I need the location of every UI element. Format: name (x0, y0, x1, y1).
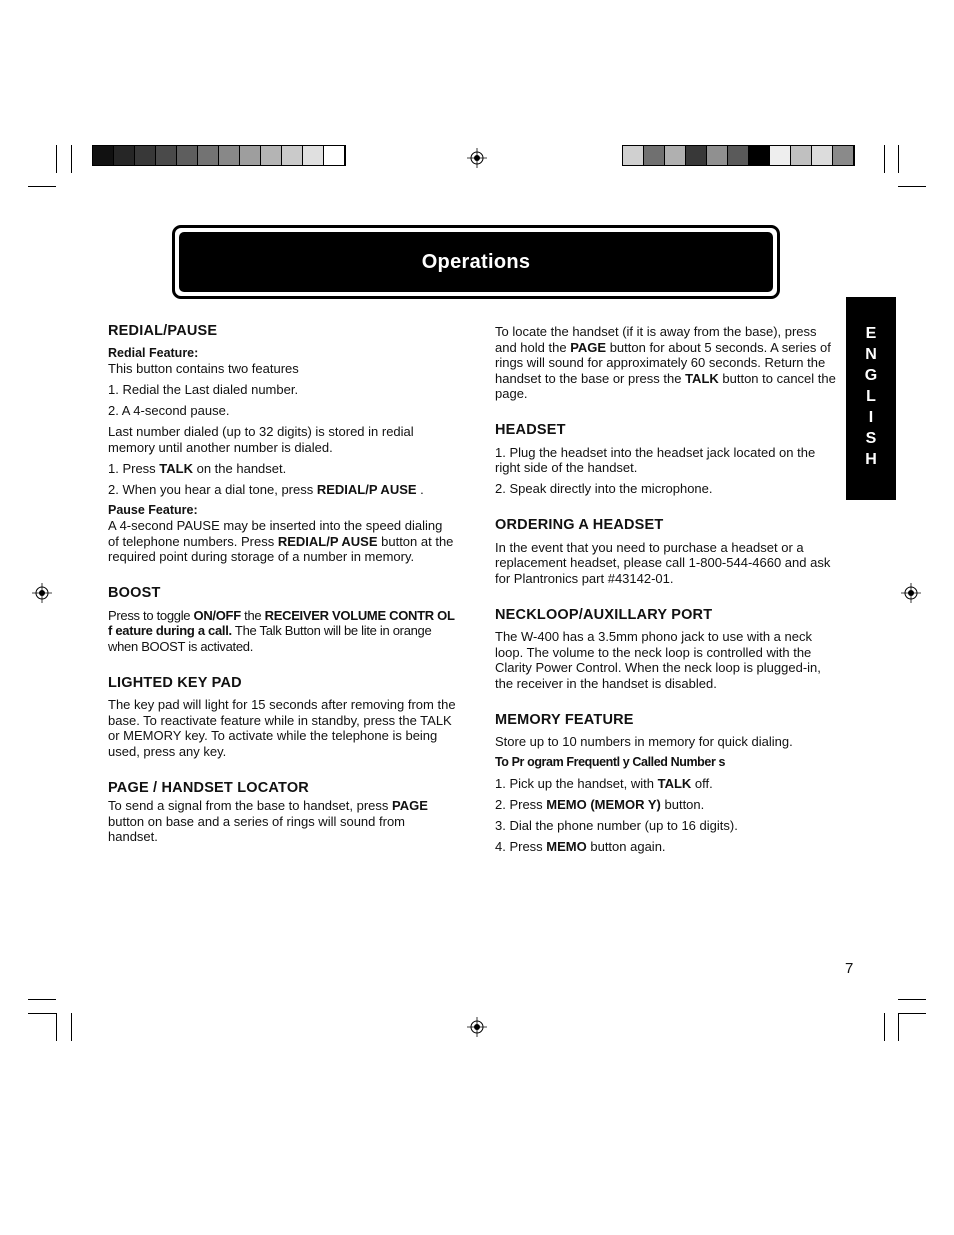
language-tab-letter: L (866, 388, 876, 405)
registration-mark-right-icon (901, 583, 921, 603)
calibration-swatch (324, 146, 345, 165)
registration-mark-left-icon (32, 583, 52, 603)
right-column (495, 324, 839, 860)
calibration-swatch (261, 146, 282, 165)
language-tab-letter: I (868, 409, 874, 426)
memory-step-1: 1. Pick up the handset, with TALK off. (495, 775, 713, 791)
language-tab-letter: G (864, 367, 878, 384)
calibration-bar-left (92, 145, 346, 166)
keypad-text: The key pad will light for 15 seconds after removing from the base. To reactivate feature while in standby, press the TALK or MEMORY key. To activate while the telephone is being used, press any key. (108, 697, 456, 759)
calibration-swatch (240, 146, 261, 165)
boost-text: Press to toggle ON/OFF the RECEIVER VOLUME CONTR OL f eature during a call. The Talk Button will be lite in orange when BOOST is activated. (108, 607, 455, 654)
calibration-swatch (219, 146, 240, 165)
ordering-text: In the event that you need to purchase a headset or a replacement headset, please call 1-800-544-4660 and ask for Plantronics part #43142-01. (495, 539, 831, 586)
heading-memory-feature: MEMORY FEATURE (495, 711, 634, 728)
memory-step-2: 2. Press MEMO (MEMOR Y) button. (495, 796, 705, 812)
memory-step-4: 4. Press MEMO button again. (495, 838, 666, 854)
redial-item-2: 2. A 4-second pause. (108, 403, 230, 418)
redial-item-1: 1. Redial the Last dialed number. (108, 382, 299, 397)
heading-redial-pause: REDIAL/PAUSE (108, 323, 218, 339)
redial-feature-label: Redial Feature: (108, 345, 199, 360)
redial-step-2: 2. When you hear a dial tone, press REDIAL/P AUSE . (108, 481, 424, 497)
language-tab-letter: H (865, 451, 877, 468)
calibration-swatch (303, 146, 324, 165)
heading-ordering-headset: ORDERING A HEADSET (495, 517, 664, 533)
calibration-swatch (177, 146, 198, 165)
redial-stored-text: Last number dialed (up to 32 digits) is stored in redial memory until another number is dialed. (108, 424, 414, 455)
neckloop-text: The W-400 has a 3.5mm phono jack to use with a neck loop. The volume to the neck loop is controlled with the Clarity Power Control. When the neck loop is plugged-in, the receiver in the handset is disabled. (495, 629, 821, 691)
section-banner (172, 225, 780, 299)
heading-lighted-key-pad: LIGHTED KEY PAD (108, 674, 242, 691)
heading-headset: HEADSET (495, 422, 566, 438)
calibration-swatch (114, 146, 135, 165)
pause-feature-label: Pause Feature: (108, 502, 198, 517)
headset-item-1: 1. Plug the headset into the headset jack located on the right side of the handset. (495, 444, 816, 475)
locate-handset-text: To locate the handset (if it is away from the base), press and hold the PAGE button for about 5 seconds. A series of rings will sound for approximately 60 seconds. Return the handset to the base or press the TALK button to cancel the page. (495, 324, 836, 401)
left-column (108, 324, 456, 850)
calibration-swatch (686, 146, 707, 165)
pause-text: A 4-second PAUSE may be inserted into the speed dialing of telephone numbers. Press REDIAL/P AUSE button at the required point during storage of a number in memory. (108, 518, 454, 564)
calibration-swatch (198, 146, 219, 165)
calibration-swatch (833, 146, 854, 165)
calibration-swatch (135, 146, 156, 165)
memory-step-3: 3. Dial the phone number (up to 16 digits). (495, 817, 738, 833)
language-tab-letter: S (865, 430, 877, 447)
calibration-swatch (749, 146, 770, 165)
language-tab-english (846, 297, 896, 500)
calibration-swatch (156, 146, 177, 165)
calibration-swatch (791, 146, 812, 165)
page-text: To send a signal from the base to handset, press PAGE button on base and a series of rings will sound from handset. (108, 798, 428, 844)
registration-mark-bottom-icon (467, 1017, 487, 1037)
calibration-swatch (812, 146, 833, 165)
language-tab-letter: N (865, 346, 877, 363)
language-tab-letter: E (865, 325, 877, 342)
calibration-swatch (282, 146, 303, 165)
page-number: 7 (845, 960, 854, 977)
heading-neckloop-port: NECKLOOP/AUXILLARY PORT (495, 606, 713, 623)
headset-item-2: 2. Speak directly into the microphone. (495, 481, 713, 496)
calibration-swatch (623, 146, 644, 165)
heading-boost: BOOST (108, 585, 161, 601)
calibration-bar-right (622, 145, 855, 166)
page-title: Operations (421, 250, 531, 273)
redial-step-1: 1. Press TALK on the handset. (108, 460, 287, 476)
calibration-swatch (707, 146, 728, 165)
calibration-swatch (644, 146, 665, 165)
calibration-swatch (770, 146, 791, 165)
calibration-swatch (93, 146, 114, 165)
registration-mark-top-icon (467, 148, 487, 168)
heading-page-handset-locator: PAGE / HANDSET LOCATOR (108, 779, 309, 796)
calibration-swatch (728, 146, 749, 165)
calibration-swatch (665, 146, 686, 165)
program-numbers-label: To Pr ogram Frequentl y Called Number s (495, 755, 726, 769)
memory-text: Store up to 10 numbers in memory for quick dialing. (495, 734, 793, 749)
redial-intro: This button contains two features (108, 361, 299, 376)
